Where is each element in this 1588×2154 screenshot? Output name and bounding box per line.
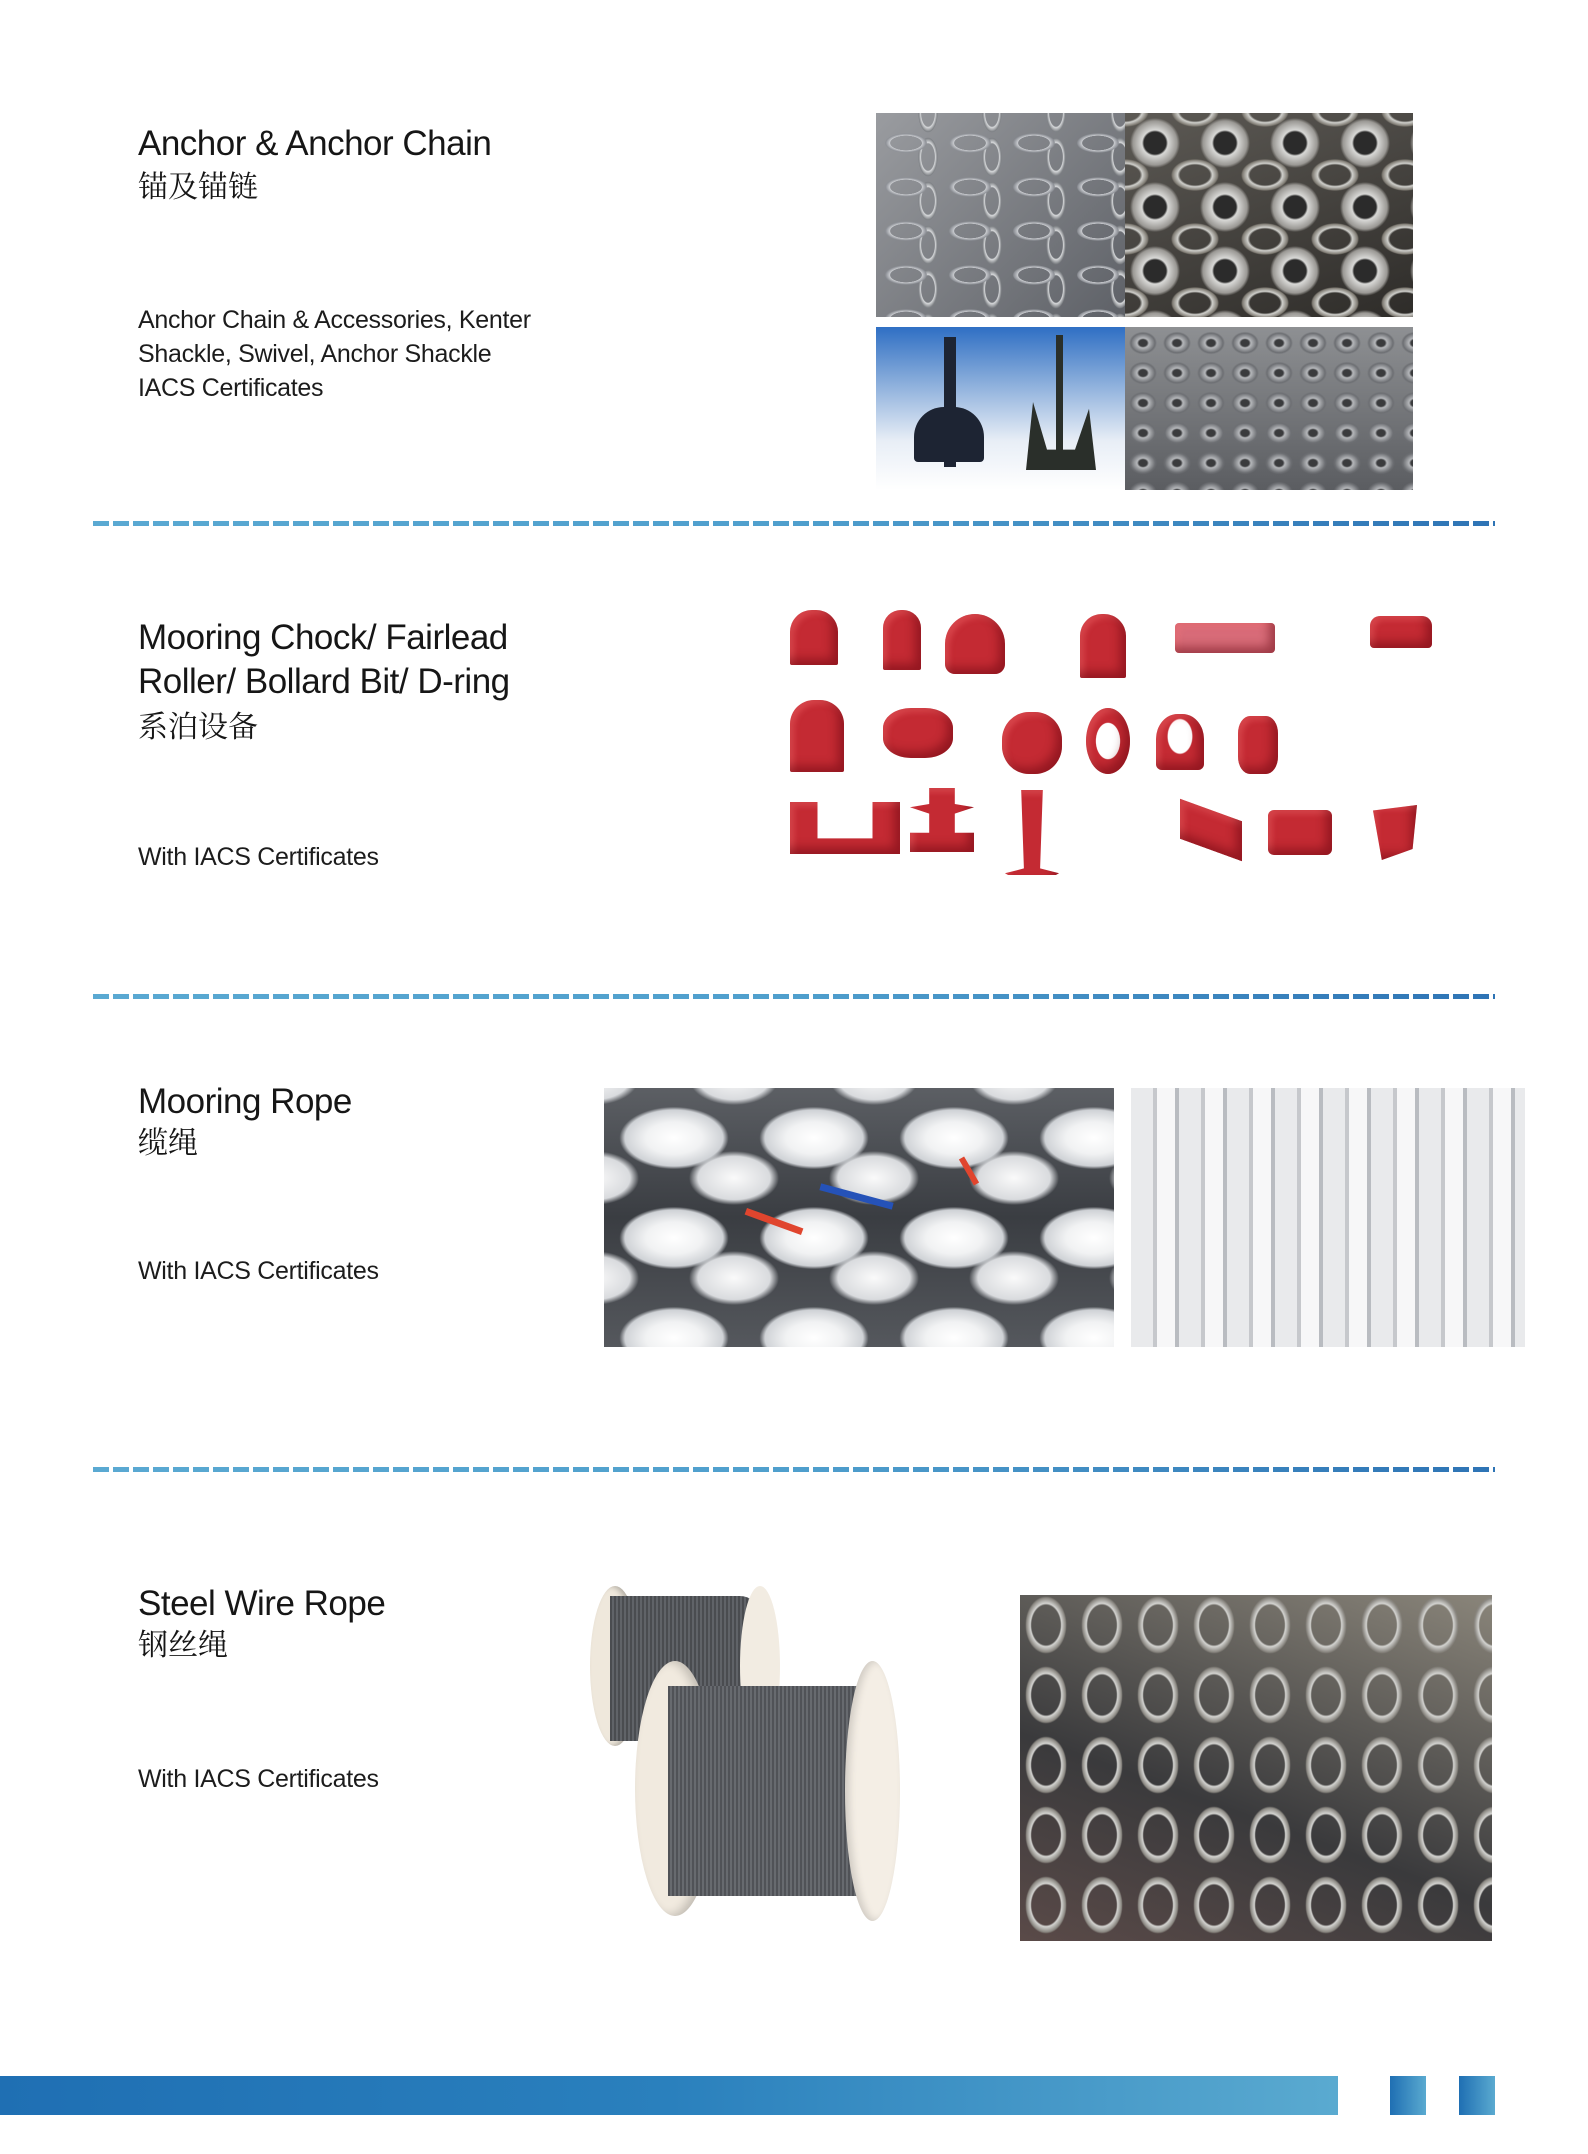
spool-front-wire (668, 1686, 863, 1896)
section-steel-wire-rope (0, 1480, 1588, 1960)
footer-square (1459, 2076, 1495, 2115)
panama-chock-icon (790, 700, 844, 772)
section-title: Anchor & Anchor Chain (138, 124, 492, 163)
chock-roller-icon (1180, 799, 1242, 862)
section-title-cn: 钢丝绳 (138, 1628, 228, 1663)
hall-anchor-fluke-icon (914, 407, 984, 462)
description-line: IACS Certificates (138, 374, 324, 402)
red-mooring-fittings-photo (780, 600, 1500, 875)
section-mooring-rope (0, 1000, 1588, 1460)
rope-coils-production-photo (1131, 1088, 1525, 1347)
section-title-cn: 缆绳 (138, 1126, 198, 1161)
section-description: With IACS Certificates (138, 843, 379, 871)
section-anchor-chain (0, 0, 1588, 520)
section-title-cn: 系泊设备 (138, 710, 258, 745)
anchor-chain-links-photo (876, 113, 1132, 317)
braided-white-rope-photo (604, 1088, 1114, 1347)
anchors-photo (876, 327, 1132, 490)
section-description: With IACS Certificates (138, 1765, 379, 1793)
bowl-fairlead-icon (1002, 712, 1062, 774)
bollard-bit-icon (910, 788, 974, 852)
fairlead-bowl-icon (945, 614, 1005, 674)
section-divider (93, 521, 1495, 526)
d-ring-icon (1086, 708, 1130, 774)
section-divider (93, 1467, 1495, 1472)
closed-chock-icon (883, 610, 921, 670)
kenter-swivel-shackles-photo (1125, 113, 1413, 317)
section-description (138, 303, 531, 405)
wire-rope-spools-photo (590, 1586, 902, 1922)
description-line: Anchor Chain & Accessories, Kenter (138, 306, 531, 334)
section-divider (93, 994, 1495, 999)
section-mooring-fittings (0, 530, 1588, 990)
d-chock-icon (1080, 614, 1126, 678)
spool-front-flange-right (845, 1661, 900, 1921)
section-description: With IACS Certificates (138, 1257, 379, 1285)
section-title (138, 616, 510, 704)
section-title: Steel Wire Rope (138, 1584, 386, 1623)
d-ring-icon (1156, 714, 1204, 770)
chain-stopper-icon (1268, 810, 1332, 855)
footer-square (1390, 2076, 1426, 2115)
footer-bar (0, 2076, 1338, 2115)
roller-fairlead-icon (883, 708, 953, 758)
section-title: Mooring Rope (138, 1082, 352, 1121)
double-bollard-icon (790, 802, 900, 854)
title-line: Mooring Chock/ Fairlead (138, 618, 508, 657)
cleat-icon (1175, 623, 1275, 653)
section-title-cn: 锚及锚链 (138, 170, 258, 205)
stacked-chain-links-photo (1125, 327, 1413, 490)
wire-rope-slings-photo (1020, 1595, 1492, 1941)
roller-icon (1238, 716, 1278, 774)
red-marker-stripe (745, 1208, 804, 1235)
panama-chock-icon (790, 610, 838, 665)
spek-anchor-icon (1056, 335, 1063, 465)
blue-marker-stripe (819, 1183, 893, 1209)
title-line: Roller/ Bollard Bit/ D-ring (138, 662, 510, 701)
guide-roller-icon (1373, 805, 1417, 860)
open-fairlead-icon (1370, 616, 1432, 648)
red-marker-stripe (959, 1157, 979, 1186)
description-line: Shackle, Swivel, Anchor Shackle (138, 340, 492, 368)
towing-post-icon (1005, 790, 1059, 875)
